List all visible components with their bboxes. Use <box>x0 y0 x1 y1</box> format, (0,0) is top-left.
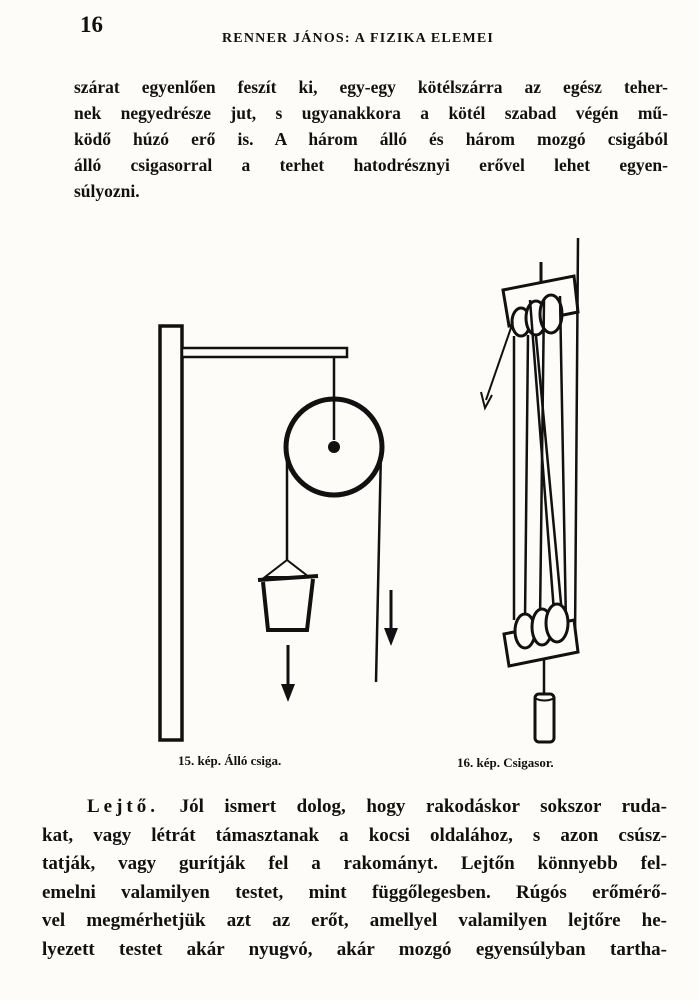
paragraph-2-first-line <box>42 793 667 822</box>
paragraph-2-line: lyezett testet akár nyugvó, akár mozgó egyensúlyban tartha- <box>42 938 667 960</box>
paragraph-2-line: Jól ismert dolog, hogy rakodáskor sokszor ruda- <box>159 796 667 817</box>
paragraph-2 <box>42 793 667 964</box>
pull-rope <box>486 322 513 400</box>
arrow-head <box>281 684 295 702</box>
paragraph-2-line: tatják, vagy gurítják fel a rakományt. Lejtőn könnyebb fel- <box>42 853 667 874</box>
section-heading: Lejtő. <box>87 796 160 817</box>
lower-pulley-3 <box>546 604 568 642</box>
figure-15-caption: 15. kép. Álló csiga. <box>178 753 282 768</box>
rope-strand <box>525 335 528 620</box>
post <box>160 326 182 740</box>
figure-16-pulley-block <box>481 238 578 742</box>
paragraph-1-line: ködő húzó erő is. A három álló és három mozgó csigából <box>74 129 668 149</box>
arrow-head <box>384 628 398 646</box>
pulley-axle <box>328 441 340 453</box>
bucket-bail <box>265 560 309 577</box>
paragraph-2-line: emelni valamilyen testet, mint függőlegesben. Rúgós erőmérő- <box>42 881 667 903</box>
running-head: RENNER JÁNOS: A FIZIKA ELEMEI <box>222 31 495 46</box>
beam <box>182 348 347 357</box>
paragraph-2-line: kat, vagy létrát támasztanak a kocsi oldalához, s azon csúsz- <box>42 824 667 846</box>
bucket-body <box>263 579 313 630</box>
figure-16-caption: 16. kép. Csigasor. <box>457 755 554 770</box>
figure-15-fixed-pulley <box>160 326 398 740</box>
paragraph-1-line: nek negyedrésze jut, s ugyanakkora a kötél szabad végén mű- <box>74 103 668 123</box>
paragraph-1-line: álló csigasorral a terhet hatodrésznyi erővel lehet egyen- <box>74 155 668 175</box>
paragraph-1-line: szárat egyenlően feszít ki, egy-egy kötélszárra az egész teher- <box>74 77 668 97</box>
rope-right <box>376 450 381 682</box>
page-number: 16 <box>80 12 103 37</box>
paragraph-2-line: vel megmérhetjük azt az erőt, amellyel valamilyen lejtőre he- <box>42 910 667 931</box>
paragraph-1-line: súlyozni. <box>74 181 140 201</box>
rope-strand <box>560 296 566 625</box>
